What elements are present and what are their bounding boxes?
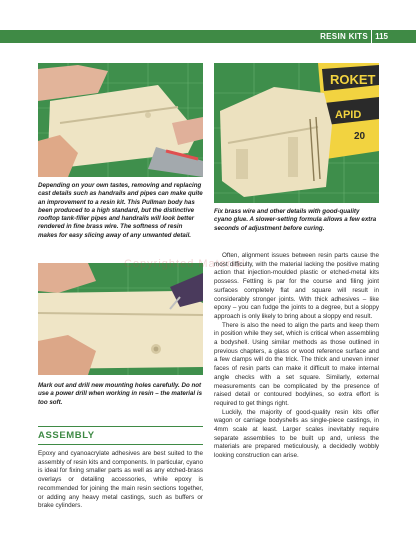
glue-label-word-3: 20 <box>354 131 366 142</box>
paragraph-bodyshells: Luckily, the majority of good-quality resin kits offer wagon or carriage bodyshells as single-piece castings, in 4mm scale at least. Larger scales inevitably require separate assemblies to be built up and, unless the materials are prepared meticulously, a decidedly wobbly looking construction can arise. <box>214 408 379 460</box>
section-title: RESIN KITS <box>320 32 368 41</box>
photo-coach-with-glue <box>214 63 379 203</box>
assembly-bottom-rule <box>38 444 203 445</box>
assembly-top-rule <box>38 426 203 427</box>
glue-label-word-2: APID <box>335 109 362 121</box>
photo-drilling-resin <box>38 263 203 375</box>
page-number: 115 <box>375 32 388 41</box>
photo-cutting-resin-body <box>38 63 203 177</box>
assembly-body <box>38 450 203 511</box>
assembly-heading: ASSEMBLY <box>38 430 95 441</box>
caption-top-right: Fix brass wire and other details with good-quality cyano glue. A slower-setting formula allows a few extra seconds of adjustment before curing. <box>214 208 377 232</box>
caption-top-left: Depending on your own tastes, removing and replacing cast details such as handrails and pipes can make quite an improvement to a resin kit. This Pullman body has been produced to a high standard, but the distinctive rooftop tank-filler pipes and handrails will look better rendered in fine brass wire. The softness of resin makes for easy slicing away of any unwanted detail. <box>38 182 203 239</box>
watermark: Copyrighted Material <box>124 258 246 270</box>
assembly-paragraph: Epoxy and cyanoacrylate adhesives are best suited to the assembly of resin kits and components. In particular, cyano is ideal for fixing smaller parts as well as any etched-brass overlays or detailing accessories, while epoxy is recommended for joining the main resin sections together, or adding any heavy metal castings, such as buffers or brake cylinders. <box>38 450 203 510</box>
paragraph-alignment: Often, alignment issues between resin parts cause the most difficulty, with the material lacking the positive mating action that injection-moulded plastic or etched-metal kits possess. Fettling is par for the course and filing joint surfaces completely flat and square will result in considerably stronger joints. With thick adhesives – like epoxy – you can fudge the joints to a degree, but a sloppy approach is only likely to bring about a sloppy end result. <box>214 252 379 320</box>
paragraph-clamping: There is also the need to align the parts and keep them in position while they set, which is critical when assembling a bodyshell. Using similar methods as those outlined in previous chapters, a glass or wood reference surface and a few clamps will do the trick. The thick and uneven inner faces of resin parts can make it difficult to make internal angle checks with a set square. Similarly, external measurements can be complicated by the presence of raised detail or contoured bodylines, so extra effort is required to get things right. <box>214 321 379 407</box>
header-separator <box>371 30 372 43</box>
caption-middle-left: Mark out and drill new mounting holes carefully. Do not use a power drill when working in resin – the material is too soft. <box>38 382 203 406</box>
right-column-text <box>214 252 379 461</box>
glue-label-word-1: ROKET <box>330 72 376 87</box>
